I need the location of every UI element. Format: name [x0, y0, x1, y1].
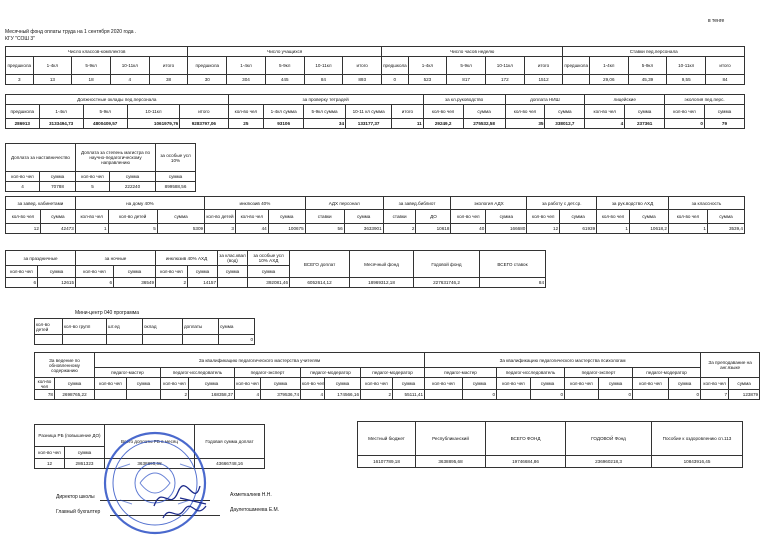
cell-value: 123879: [729, 390, 760, 400]
column-header: кол-во чел: [235, 378, 261, 390]
cell-value: [497, 390, 531, 400]
column-header: 5-9кл: [83, 105, 127, 119]
cell-value: 42473: [40, 224, 75, 234]
column-header: предшкола: [6, 105, 40, 119]
cell-value: 13: [33, 75, 72, 85]
group-header: За квалификацию педагогического мастерства учителям: [95, 353, 425, 368]
column-header: сумма: [393, 378, 425, 390]
cell-value: 227631746,2: [414, 278, 480, 288]
cell-value: 5: [76, 182, 110, 192]
group-header: за кл.руководство: [423, 95, 505, 105]
column-header: сумма: [707, 210, 744, 224]
signature-icon: [160, 500, 210, 525]
column-header: итого: [149, 57, 188, 75]
column-header: кол-во чел: [76, 266, 114, 278]
cell-value: 3633901: [344, 224, 383, 234]
cell-value: 0: [382, 75, 408, 85]
cell-value: 817: [447, 75, 486, 85]
cell-value: 899588,56: [156, 182, 196, 192]
currency-note: в тенге: [708, 18, 725, 24]
column-header: сумма: [560, 210, 597, 224]
column-header: кол-во чел: [505, 105, 545, 119]
column-header: ДО: [416, 210, 451, 224]
cell-value: 236960218,3: [566, 456, 652, 468]
column-header: ВСЕГО ставок: [480, 251, 546, 278]
cell-value: 9283797,06: [180, 119, 228, 129]
column-header: итого: [180, 105, 228, 119]
cell-value: 3: [205, 224, 236, 234]
column-header: сумма: [248, 266, 290, 278]
cell-value: 18: [72, 75, 111, 85]
column-header: сумма: [463, 105, 505, 119]
subgroup-header: педагог-эксперт: [235, 368, 301, 378]
column-header: сумма: [65, 447, 105, 459]
group-header: Должностные оклады пед.персонала: [6, 95, 229, 105]
group-header: за рук.водство АХД: [597, 197, 669, 210]
column-header: сумма: [38, 266, 76, 278]
cell-value: 100675: [268, 224, 305, 234]
column-header: за особые усл 10%: [156, 144, 196, 172]
cell-value: 1: [597, 224, 630, 234]
column-header: кол-во чел: [701, 378, 729, 390]
cell-value: 174566,16: [325, 390, 361, 400]
column-header: сумма: [156, 172, 196, 182]
column-header: кол-во групп: [63, 319, 107, 335]
cell-value: 3133494,73: [39, 119, 83, 129]
column-header: кол-во чел: [156, 266, 188, 278]
cell-value: 6: [76, 278, 114, 288]
table-salaries-allowances: [5, 94, 745, 129]
table-mini-center: [34, 318, 255, 345]
column-header: 5-9кл: [628, 57, 667, 75]
group-header: Ставки пед.персонала: [563, 47, 745, 57]
cell-value: 30: [188, 75, 227, 85]
cell-value: 61939: [560, 224, 597, 234]
column-header: кол-во чел: [423, 105, 463, 119]
column-header: сумма: [531, 378, 565, 390]
cell-value: 16107789,18: [358, 456, 416, 468]
group-header: За ведение по обновленному содержанию: [35, 353, 95, 378]
cell-value: 4: [235, 390, 261, 400]
column-header: сумма: [157, 210, 204, 224]
column-header: кол-во чел: [95, 378, 127, 390]
cell-value: 14157: [188, 278, 218, 288]
cell-value: 84: [480, 278, 546, 288]
cell-value: 25: [228, 119, 264, 129]
table-holiday-night-totals: [5, 250, 546, 288]
cell-value: 286913: [6, 119, 40, 129]
column-header: Месячный фонд: [350, 251, 414, 278]
column-header: сумма: [40, 210, 75, 224]
group-header: инклюзив 40% АХД: [156, 251, 218, 266]
cell-value: 2: [156, 278, 188, 288]
column-header: 10-11кл: [667, 57, 706, 75]
column-header: кол-во чел: [228, 105, 264, 119]
cell-value: 43666748,16: [195, 459, 265, 469]
column-header: 10-11 кл сумма: [346, 105, 392, 119]
group-header: инклюзив 40%: [205, 197, 306, 210]
column-header: 10-11кл: [304, 57, 343, 75]
group-header: доплата НИШ: [505, 95, 585, 105]
column-header: 10-11кл: [127, 105, 179, 119]
cell-value: 79: [704, 119, 744, 129]
cell-value: [565, 390, 599, 400]
table-mentoring-master: [5, 143, 196, 192]
group-header: за ночные: [76, 251, 156, 266]
cell-value: 0: [531, 390, 565, 400]
column-header: кол-во чел: [35, 447, 65, 459]
cell-value: 6: [6, 278, 38, 288]
subgroup-header: педагог-мастер: [95, 368, 161, 378]
cell-value: 222240: [110, 182, 156, 192]
cell-value: 36549: [114, 278, 156, 288]
cell-value: 7: [701, 390, 729, 400]
column-header: кол-во чел: [235, 210, 268, 224]
group-header: за работу с дет.ср.: [527, 197, 597, 210]
column-header: сумма: [40, 172, 76, 182]
column-header: 1-4кл: [33, 57, 72, 75]
subgroup-header: педагог-модератор: [361, 368, 425, 378]
cell-value: 1061979,76: [127, 119, 179, 129]
column-header: сумма: [625, 105, 665, 119]
column-header: Доплата за наставничество: [6, 144, 76, 172]
cell-value: 445: [265, 75, 304, 85]
subgroup-header: педагог-исследователь: [161, 368, 235, 378]
group-header: экология АДХ: [451, 197, 527, 210]
column-header: предшкола: [382, 57, 408, 75]
column-header: сумма: [729, 378, 760, 390]
column-header: сумма: [545, 105, 585, 119]
column-header: ставки: [305, 210, 344, 224]
cell-value: [425, 390, 463, 400]
cell-value: 392081,46: [248, 278, 290, 288]
column-header: 1-4кл: [408, 57, 447, 75]
page-title: Месячный фонд оплаты труда на 1 сентября 2020 года .: [5, 29, 137, 35]
cell-value: 3: [6, 75, 34, 85]
subgroup-header: педагог-исследователь: [497, 368, 565, 378]
column-header: сумма: [325, 378, 361, 390]
cell-value: 133177,37: [346, 119, 392, 129]
group-header: за особые усл 10% АХД: [248, 251, 290, 266]
column-header: предшкола: [188, 57, 227, 75]
column-header: кол-во чел: [6, 266, 38, 278]
cell-value: [107, 335, 143, 345]
cell-value: 3638895,68: [416, 456, 486, 468]
column-header: ставки: [383, 210, 416, 224]
column-header: сумма: [261, 378, 301, 390]
column-header: итого: [524, 57, 563, 75]
cell-value: 78: [35, 390, 55, 400]
cell-value: 1: [75, 224, 108, 234]
cell-value: 38: [149, 75, 188, 85]
cell-value: 4: [110, 75, 149, 85]
cell-value: 1: [668, 224, 707, 234]
cell-value: 237361: [625, 119, 665, 129]
column-header: предшкола: [6, 57, 34, 75]
column-header: 10-11кл: [110, 57, 149, 75]
group-header: Число учащихся: [188, 47, 382, 57]
cell-value: 3638895,68: [105, 459, 195, 469]
subgroup-header: педагог-эксперт: [565, 368, 633, 378]
cell-value: 10843916,45: [652, 456, 743, 468]
column-header: 5-9кл: [72, 57, 111, 75]
column-header: 5-9кл сумма: [304, 105, 346, 119]
column-header: кол-во чел: [6, 210, 41, 224]
column-header: 1-4кл сумма: [264, 105, 304, 119]
cell-value: 523: [408, 75, 447, 85]
group-header: за праздничные: [6, 251, 76, 266]
column-header: сумма: [463, 378, 497, 390]
cell-value: 19746684,86: [486, 456, 566, 468]
cell-value: 379536,74: [261, 390, 301, 400]
cell-value: [35, 335, 63, 345]
column-header: итого: [392, 105, 423, 119]
column-header: кол-во детей: [108, 210, 157, 224]
group-header: за классность: [668, 197, 744, 210]
column-header: сумма: [486, 210, 527, 224]
cell-value: 9,55: [667, 75, 706, 85]
group-header: на дому 40%: [75, 197, 204, 210]
cell-value: 55111,41: [393, 390, 425, 400]
column-header: сумма: [219, 319, 255, 335]
cell-value: 12615: [38, 278, 76, 288]
table-classes-students-hours: [5, 46, 745, 85]
column-header: Годовая сумма доплат: [195, 425, 265, 459]
column-header: Доплата за степень магистра по научно-педагогическому направлению: [76, 144, 156, 172]
cell-value: 84: [304, 75, 343, 85]
column-header: кол-во чел: [565, 378, 599, 390]
cell-value: 11: [392, 119, 423, 129]
column-header: кол-во чел: [451, 210, 486, 224]
column-header: кол-во чел: [301, 378, 325, 390]
column-header: сумма: [114, 266, 156, 278]
column-header: Разница РБ (повышение ДО): [35, 425, 105, 447]
cell-value: 34: [304, 119, 346, 129]
organization-name: КГУ "СОШ 3": [5, 36, 35, 42]
cell-value: 0: [463, 390, 497, 400]
column-header: сумма: [55, 378, 95, 390]
column-header: кол-во чел: [161, 378, 189, 390]
column-header: сумма: [268, 210, 305, 224]
cell-value: 2: [361, 390, 393, 400]
column-header: сумма: [127, 378, 161, 390]
group-header: лицейские: [585, 95, 665, 105]
column-header: сумма: [599, 378, 633, 390]
cell-value: 0: [599, 390, 633, 400]
mini-center-title: Мини-центр 040 программа: [75, 310, 140, 316]
column-header: кол-во чел: [585, 105, 625, 119]
cell-value: 29,06: [589, 75, 628, 85]
cell-value: 12: [527, 224, 560, 234]
cell-value: [563, 75, 589, 85]
table-qualification: [34, 352, 760, 400]
column-header: предшкола: [563, 57, 589, 75]
group-header: Число часов неделю: [382, 47, 563, 57]
cell-value: 2861323: [65, 459, 105, 469]
director-name: Ахметкалиев Н.Н.: [230, 492, 272, 498]
column-header: оклад: [143, 319, 183, 335]
column-header: сумма: [188, 266, 218, 278]
cell-value: 893: [343, 75, 382, 85]
column-header: сумма: [669, 378, 701, 390]
cell-value: 45,39: [628, 75, 667, 85]
column-header: доплаты: [183, 319, 219, 335]
column-header: кол-во чел: [527, 210, 560, 224]
group-header: за завед.библиот: [383, 197, 451, 210]
column-header: кол-во чел: [425, 378, 463, 390]
cell-value: [127, 390, 161, 400]
cell-value: [633, 390, 669, 400]
cell-value: 12: [6, 224, 41, 234]
cell-value: 18969312,18: [350, 278, 414, 288]
cell-value: 1512: [524, 75, 563, 85]
cell-value: 12: [35, 459, 65, 469]
column-header: сумма: [189, 378, 235, 390]
cell-value: 44: [235, 224, 268, 234]
column-header: сумма: [704, 105, 744, 119]
subgroup-header: педагог-модератор: [301, 368, 361, 378]
cell-value: 70788: [40, 182, 76, 192]
column-header: кол-во чел: [35, 378, 55, 390]
cell-value: 10618: [416, 224, 451, 234]
column-header: кол-во чел: [76, 172, 110, 182]
column-header: кол-во чел: [633, 378, 669, 390]
cell-value: 29249,2: [423, 119, 463, 129]
column-header: ВСЕГО доплат: [290, 251, 350, 278]
column-header: Пособие к оздоровлению сп.113: [652, 422, 743, 456]
cell-value: 4800409,57: [83, 119, 127, 129]
group-header: АДХ персонал: [305, 197, 383, 210]
column-header: Республиканский: [416, 422, 486, 456]
column-header: сумма: [629, 210, 668, 224]
column-header: кол-во детей: [205, 210, 236, 224]
director-label: Директор школы: [56, 494, 95, 500]
group-header: экология пед.перс.: [665, 95, 745, 105]
group-header: за клас.квал (вод): [218, 251, 248, 266]
cell-value: 0: [669, 390, 701, 400]
cell-value: 35: [505, 119, 545, 129]
cell-value: 4: [6, 182, 40, 192]
column-header: кол-во чел: [75, 210, 108, 224]
column-header: кол-во чел: [497, 378, 531, 390]
subgroup-header: педагог-модератор: [633, 368, 701, 378]
column-header: кол-во чел: [361, 378, 393, 390]
column-header: ВСЕГО ФОНД: [486, 422, 566, 456]
cell-value: 275532,58: [463, 119, 505, 129]
column-header: 10-11кл: [485, 57, 524, 75]
accountant-name: Даулетошмеева Е.М.: [230, 507, 280, 513]
cell-value: [183, 335, 219, 345]
table-fund-summary: [357, 421, 743, 468]
column-header: 1-4кл: [227, 57, 266, 75]
cell-value: 2: [161, 390, 189, 400]
cell-value: 304: [227, 75, 266, 85]
group-header: за завед. кабинетами: [6, 197, 76, 210]
column-header: кол-во чел: [665, 105, 705, 119]
cell-value: 168358,37: [189, 390, 235, 400]
column-header: Местный бюджет: [358, 422, 416, 456]
group-header: за проверку тетрадей: [228, 95, 423, 105]
cell-value: [143, 335, 183, 345]
column-header: итого: [706, 57, 745, 75]
cell-value: 166680: [486, 224, 527, 234]
column-header: кол-во чел: [668, 210, 707, 224]
cell-value: 3539,4: [707, 224, 744, 234]
group-header: Число классов-комплектов: [6, 47, 188, 57]
cell-value: [218, 278, 248, 288]
cell-value: 6052614,12: [290, 278, 350, 288]
column-header: кол-во чел: [6, 172, 40, 182]
cell-value: 93106: [264, 119, 304, 129]
column-header: шт.ед: [107, 319, 143, 335]
group-header: За преподавание на анг.языке: [701, 353, 760, 378]
cell-value: 5309: [157, 224, 204, 234]
subgroup-header: педагог-мастер: [425, 368, 497, 378]
cell-value: 4: [585, 119, 625, 129]
cell-value: 338012,7: [545, 119, 585, 129]
column-header: кол-во детей: [35, 319, 63, 335]
column-header: Годовой фонд: [414, 251, 480, 278]
column-header: Всего доплаты РБ в месяц: [105, 425, 195, 459]
cell-value: 4: [301, 390, 325, 400]
column-header: кол-во чел: [597, 210, 630, 224]
cell-value: 40: [451, 224, 486, 234]
cell-value: 172: [485, 75, 524, 85]
column-header: 1-4кл: [589, 57, 628, 75]
cell-value: 0: [219, 335, 255, 345]
table-other-allowances: [5, 196, 745, 234]
cell-value: 84: [706, 75, 745, 85]
cell-value: [95, 390, 127, 400]
accountant-label: Главный бухгалтер: [56, 509, 101, 515]
column-header: ГОДОВОЙ Фонд: [566, 422, 652, 456]
column-header: итого: [343, 57, 382, 75]
cell-value: 56: [305, 224, 344, 234]
cell-value: [63, 335, 107, 345]
column-header: сумма: [110, 172, 156, 182]
cell-value: 0: [665, 119, 705, 129]
cell-value: 2698765,22: [55, 390, 95, 400]
column-header: 1-4кл: [39, 105, 83, 119]
cell-value: 10618,2: [629, 224, 668, 234]
column-header: 5-9кл: [447, 57, 486, 75]
group-header: За квалификацию педагогического мастерства психологам: [425, 353, 701, 368]
column-header: сумма: [344, 210, 383, 224]
column-header: сумма: [218, 266, 248, 278]
cell-value: 5: [108, 224, 157, 234]
cell-value: 2: [383, 224, 416, 234]
column-header: 5-9кл: [265, 57, 304, 75]
